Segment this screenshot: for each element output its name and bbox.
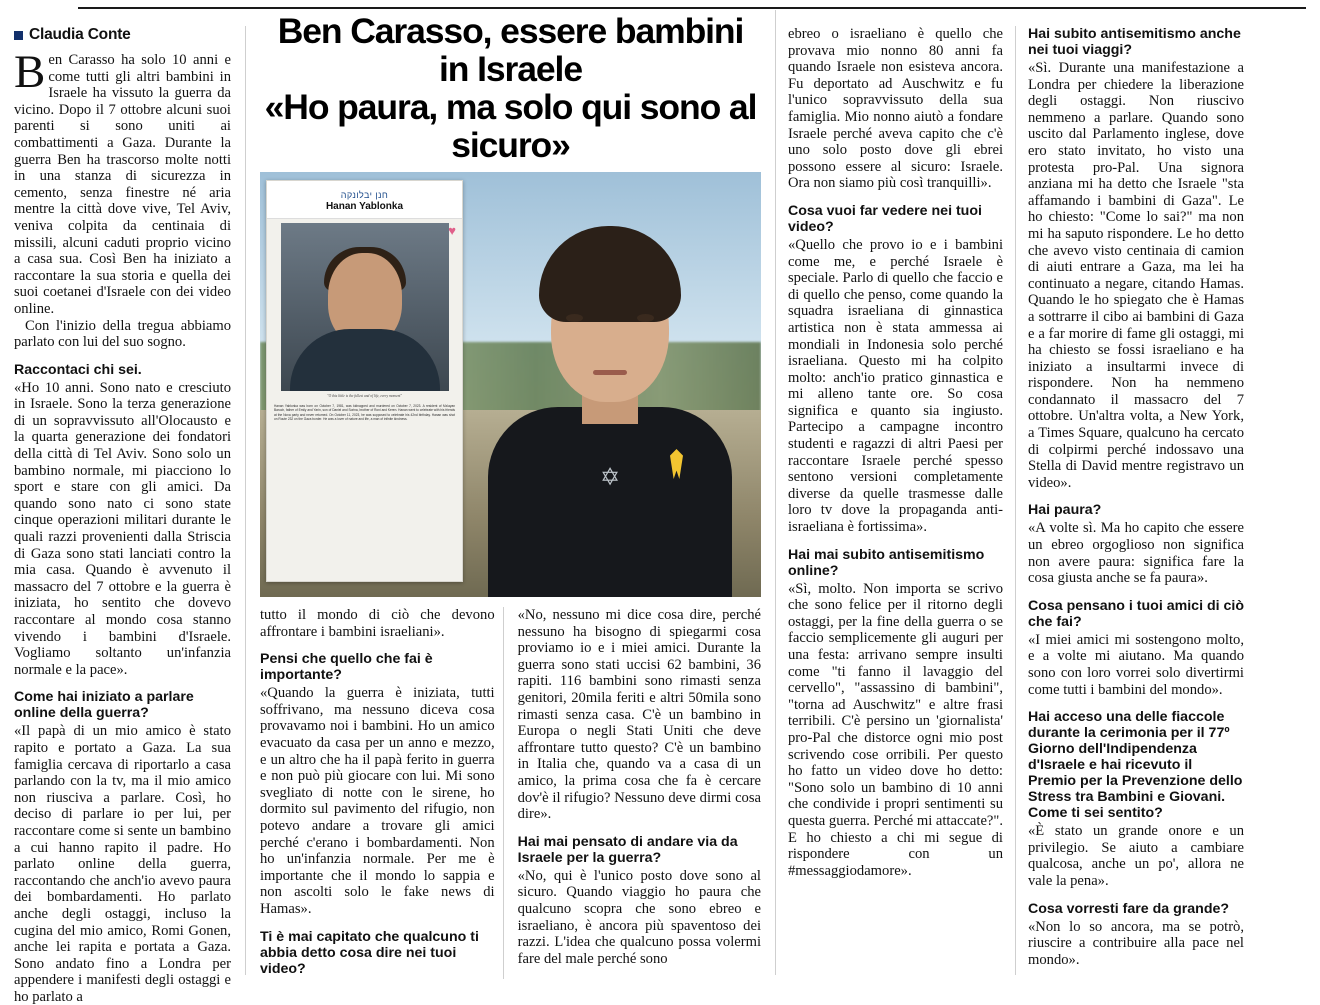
boy-portrait bbox=[485, 202, 735, 597]
question-heading: Cosa vorresti fare da grande? bbox=[1028, 900, 1230, 917]
answer-paragraph: «Il papà di un mio amico è stato rapito e portato a Gaza. La sua famiglia cercava di riportarlo a casa parlando con la tv, ma il mio amico non riusciva a parlare. Così, ho deciso di parlare io per lui, per raccontare come si sente un bambino a cui hanno rapito il padre. Ho parlato online della guerra, raccontando che anch'io avevo paura dei bombardamenti. Ho parlato anche degli ostaggi, incluso la cugina del mio amico, Romi Gonen, anche lei rapita e portata a Gaza. Sono andato fino a Londra per appendere i manifesti degli ostaggi e ho parlato a bbox=[14, 723, 231, 1005]
paragraph: Con l'inizio della tregua abbiamo parlato con lui del suo sogno. bbox=[14, 317, 231, 351]
heart-icon: ♥ bbox=[448, 223, 456, 238]
answer-paragraph: «Sì. Durante una manifestazione a Londra per chiedere la liberazione degli ostaggi. Non riuscivo nemmeno a parlare. Quando sono uscito dal Parlamento inglese, dove ero stato invitato, ho visto una protesta pro-Pal. Una signora anziana mi ha detto che Israele "sta affamando i bambini di Gaza". Le ho chiesto: "Come lo sai?" ma non mi ha saputo rispondere. Le ho detto che avevo visto centinaia di camion di aiuti entrare a Gaza, ma lei ha continuato a negare, citando Hamas. Quando le ho spiegato che è Hamas a sottrarre il cibo ai bambini di Gaza e a far morire di fame gli ostaggi, mi ha chiesto se fossi israeliano e ha iniziato a insultarmi invece di rispondere. Non ha nemmeno condannato il massacro del 7 ottobre. Un'altra volta, a New York, a Times Square, qualcuno ha cercato di colpirmi perché indossavo una Stella di David mentre registravo un video». bbox=[1028, 60, 1244, 491]
headline-line-1: Ben Carasso, essere bambini in Israele bbox=[277, 11, 744, 89]
question-heading: Hai mai pensato di andare via da Israele per la guerra? bbox=[517, 833, 738, 866]
column-center bbox=[246, 10, 776, 975]
question-heading: Hai paura? bbox=[1028, 502, 1102, 519]
paragraph: ebreo o israeliano è quello che provava mio nonno 80 anni fa quando Israele non esisteva ancora. Fu deportato ad Auschwitz e fu l'unico sopravvissuto della sua famiglia. Mio nonno aiutò a fondare Israele perché aveva capito che c'è uno solo posto dove gli ebrei possono essere al sicuro: Israele. Ora non siamo più così tranquilli». bbox=[788, 26, 1003, 192]
lead-paragraph bbox=[14, 46, 231, 318]
boy-mouth bbox=[593, 370, 627, 375]
page-title bbox=[260, 12, 761, 164]
headline-line-2: «Ho paura, ma solo qui sono al sicuro» bbox=[264, 87, 757, 165]
center-subcolumns bbox=[260, 607, 761, 979]
byline-author: Claudia Conte bbox=[29, 26, 131, 43]
column-right-a bbox=[776, 26, 1016, 975]
continuation-paragraph: tutto il mondo di ciò che devono affrontare i bambini israeliani». bbox=[260, 607, 495, 640]
answer-paragraph: «I miei amici mi sostengono molto, e a volte mi aiutano. Ma quando sono con loro vorrei solo divertirmi come tutti i bambini del mondo». bbox=[1028, 631, 1244, 698]
question-heading: Cosa vuoi far vedere nei tuoi video? bbox=[788, 202, 982, 235]
poster-name: Hanan Yablonka bbox=[325, 201, 404, 212]
answer-paragraph: «Ho 10 anni. Sono nato e cresciuto in Israele. Sono la terza generazione di un sopravvissuto all'Olocausto e la quarta generazione dei fondatori della città di Tel Aviv. Sono solo un bambino normale, mi piacciono lo sport e stare con gli amici. Da quando sono nato ci sono state cinque operazioni militari durante le quali razzi provenienti dalla Striscia di Gaza sono stati lanciati contro la mia casa. Quando è avvenuto il massacro del 7 ottobre e la guerra è iniziata, ho sentito che dovevo raccontare al mondo cosa stanno vivendo i bambini d'Israele. Vogliamo soltanto un'infanzia normale e la pace». bbox=[14, 379, 231, 678]
question-heading: Hai acceso una delle fiaccole durante la cerimonia per il 77º Giorno dell'Indipendenza d'Israele e hai ricevuto il Premio per la Prevenzione dello Stress tra Bambini e Giovani. Come ti sei sentito? bbox=[1028, 709, 1243, 822]
article-layout bbox=[14, 10, 1306, 1005]
boy-shirt bbox=[488, 407, 732, 597]
answer-paragraph: «Quando la guerra è iniziata, tutti soffrivano, ma nessuno diceva cosa provavamo noi i bambini. Ho un amico evacuato da casa per un anno e mezzo, e un altro che ha il papà ferito in guerra e non può più giocare con lui. Mi sono svegliato di notte con le sirene, ho dormito sul pavimento del rifugio, non potevo andare a trovare gli amici perché c'erano i bombardamenti. Non ho un'infanzia normale. Per me è importante che il mondo lo sappia e non ascolti solo le fake news di Hamas». bbox=[260, 685, 495, 917]
question-heading: Ti è mai capitato che qualcuno ti abbia detto cosa dire nei tuoi video? bbox=[260, 928, 479, 977]
column-left bbox=[14, 26, 246, 1005]
question-heading: Pensi che quello che fai è importante? bbox=[260, 651, 433, 684]
question-heading: Raccontaci chi sei. bbox=[14, 361, 142, 378]
lead-paragraph-text: en Carasso ha solo 10 anni e come tutti gli altri bambini in Israele ha vissuto la guerra da vicino. Dopo il 7 ottobre alcuni suoi parenti si sono uniti ai combattimenti a Gaza. Durante la guerra Ben ha trascorso molte notti in una stanza di sicurezza in cemento, senza finestre né aria mentre la città dove vive, Tel Aviv, veniva colpita da centinaia di missili, alcuni caduti proprio vicino a casa sua. Così Ben ha iniziato a raccontare la sua storia e quella dei suoi coetanei d'Israele con dei video online. bbox=[14, 52, 231, 317]
column-center-left bbox=[260, 607, 504, 979]
poster-caption: "O this little is the fullest and of life, every moment" bbox=[327, 394, 402, 398]
poster-hebrew-name: חנן יבלונקה bbox=[340, 190, 389, 200]
answer-paragraph: «Sì, molto. Non importa se scrivo che sono felice per il ritorno degli ostaggi, per la fine della guerra o se faccio semplicemente gli auguri per una festa: arrivano sempre insulti come "ti fanno il lavaggio del cervello", "assassino di bambini", "torna ad Auschwitz" e altre frasi terribili. C'è persino un 'giornalista' pro-Pal che distorce ogni mio post scrivendo cose orribili. Per questo ho fatto un video dove ho detto: "Sono solo un bambino di 10 anni che condivide i propri sentimenti su questa guerra. Perché mi attaccate?". E ho chiesto a chi mi segue di rispondere con un #messaggiodamore». bbox=[788, 580, 1004, 879]
boy-hair bbox=[539, 226, 681, 322]
answer-paragraph: «No, qui è l'unico posto dove sono al sicuro. Quando viaggio ho paura che qualcuno scopra che sono ebreo e israeliano, è ancora più spaventoso dei razzi. L'idea che qualcuno possa volermi fare del male perché sono bbox=[517, 867, 761, 967]
answer-paragraph: «È stato un grande onore e un privilegio. Se aiuto a cambiare qualcosa, anche un po', allora ne vale la pena». bbox=[1028, 823, 1244, 889]
question-heading: Come hai iniziato a parlare online della guerra? bbox=[14, 689, 194, 722]
column-center-right bbox=[518, 607, 761, 979]
article-photo bbox=[260, 172, 761, 597]
answer-paragraph: «Non lo so ancora, ma se potrò, riuscire a contribuire alla pace nel mondo». bbox=[1028, 918, 1244, 968]
drop-cap: B bbox=[14, 46, 46, 98]
question-heading: Hai mai subito antisemitismo online? bbox=[788, 546, 985, 579]
byline-square-icon bbox=[14, 31, 23, 40]
byline bbox=[14, 26, 231, 44]
boy-eye-left bbox=[566, 314, 583, 322]
answer-paragraph: «A volte sì. Ma ho capito che essere un ebreo orgoglioso non significa non avere paura: significa fare la cosa giusta anche se fa paura». bbox=[1028, 520, 1244, 587]
column-right-b bbox=[1016, 26, 1256, 975]
hostage-poster bbox=[266, 180, 463, 582]
poster-body-text: Hanan Yablonka was born on October 7, 1981, was kidnapped and murdered on October 7, 2023. A resident of Ma'ayan Baruch, father of Emily and Yarin, son of Daniel and Sorina, brother of Roni and Keren. Hanan went to celebrate with his friends at the Nova party and never returned. On October 11, 2023, he was supposed to celebrate his 42nd birthday. Hanan was shot on Route 232 on the Gaza border. He was a lover of nature and life, a man of infinite kindness. bbox=[274, 404, 455, 422]
answer-paragraph: «No, nessuno mi dice cosa dire, perché nessuno ha bisogno di spiegarmi cosa proviamo io e i miei amici. Durante la guerra sono stati uccisi 62 bambini, 36 rapiti. 116 bambini sono rimasti senza genitori, 20mila feriti e altri 50mila sono rimasti senza casa. C'è un bambino in Europa o negli Stati Uniti che deve affrontare tutto questo? C'è un bambino in Italia che, quando va a casa di un amico, la prima cosa che fa è cercare dov'è il rifugio? Nessuno deve dirmi cosa dire». bbox=[517, 607, 761, 823]
answer-paragraph: «Quello che provo io e i bambini come me, e perché Israele è speciale. Parlo di quello che faccio e di quello che penso, come quando la squadra israeliana di ginnastica artistica non è stata ammessa ai mondiali in Indonesia solo perché israeliana. Questo mi ha colpito molto: anch'io pratico ginnastica e mi alleno tante ore. So cosa significa e quanto sia ingiusto. Partecipo a campagne incontro studenti e ragazzi di altri Paesi per raccontare Israele perché spesso sentono versioni completamente diverse da quelle trasmesse dalle loro tv dove la propaganda anti-israeliana è fortissima». bbox=[788, 236, 1003, 536]
star-of-david-icon: ✡ bbox=[599, 465, 621, 491]
portrait-body bbox=[290, 329, 440, 391]
poster-portrait bbox=[281, 223, 449, 391]
top-rule bbox=[78, 7, 1306, 9]
boy-eye-right bbox=[637, 314, 654, 322]
question-heading: Cosa pensano i tuoi amici di ciò che fai? bbox=[1028, 597, 1245, 630]
poster-header bbox=[267, 181, 462, 219]
question-heading: Hai subito antisemitismo anche nei tuoi viaggi? bbox=[1028, 26, 1241, 58]
